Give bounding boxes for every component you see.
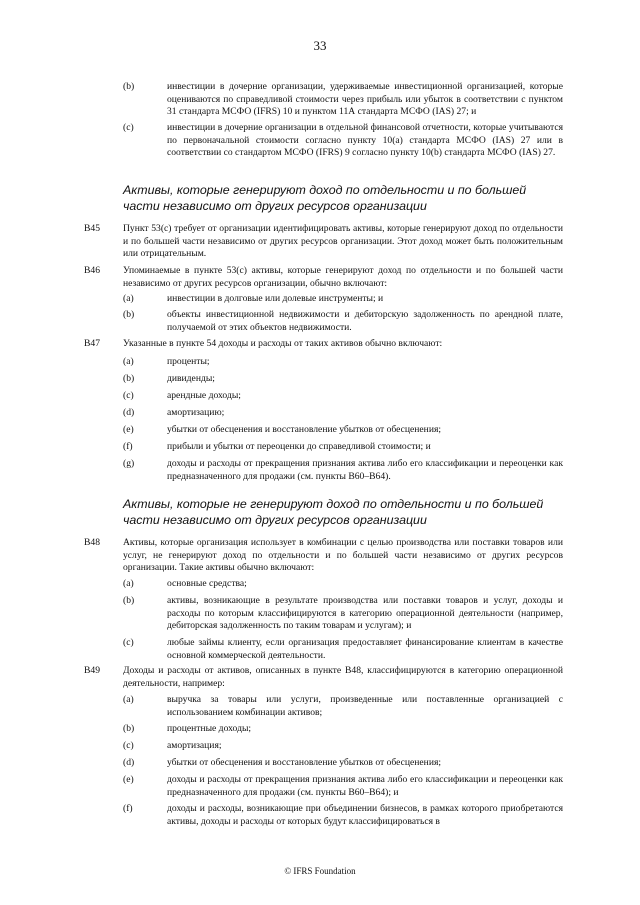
item-text: доходы и расходы от прекращения признания актива либо его классификации и переоценки как предназначенного для продажи (см. пункты B60–B64); и [167, 774, 563, 798]
paragraph-text: Пункт 53(c) требует от организации идентифицировать активы, которые генерируют доход по отдельности и по большей части независимо от других ресурсов организации. Этот доход может быть положительным или отрицательным. [123, 223, 563, 260]
item-text: основные средства; [167, 578, 247, 589]
item-label: (a) [123, 356, 134, 367]
page-number: 33 [313, 38, 327, 53]
item-label: (b) [123, 723, 135, 734]
item-text: инвестиции в долговые или долевые инструменты; и [167, 293, 384, 304]
section-heading: Активы, которые не генерируют доход по отдельности и по большей части независимо от других ресурсов организации [123, 497, 544, 527]
item-label: (f) [123, 441, 133, 452]
item-text: инвестиции в дочерние организации в отдельной финансовой отчетности, которые учитываются по первоначальной стоимости согласно пункту 10(a) стандарта МСФО (IAS) 27 или в соответствии со стандартом МСФО (IFRS) 9 согласно пункту 10(b) стандарта МСФО (IAS) 27. [167, 122, 563, 159]
paragraph-number: B49 [84, 665, 100, 676]
item-text: доходы и расходы, возникающие при объединении бизнесов, в рамках которого приобретаются активы, доходы и расходы от которых будут классифицироваться в [167, 803, 563, 827]
paragraph-number: B46 [84, 265, 100, 276]
paragraph-text: Упоминаемые в пункте 53(c) активы, которые генерируют доход по отдельности и по большей части независимо от других ресурсов организации, обычно включают: [123, 265, 563, 289]
item-label: (a) [123, 578, 134, 589]
paragraph-text: Указанные в пункте 54 доходы и расходы от таких активов обычно включают: [123, 338, 443, 349]
item-text: амортизация; [167, 740, 222, 751]
item-label: (c) [123, 122, 134, 133]
item-text: выручка за товары или услуги, произведенные или поставленные организацией с использованием комбинации активов; [167, 694, 563, 718]
item-label: (f) [123, 803, 133, 814]
item-label: (d) [123, 407, 135, 418]
item-text: дивиденды; [167, 373, 215, 384]
item-text: проценты; [167, 356, 210, 367]
item-text: доходы и расходы от прекращения признания актива либо его классификации и переоценки как предназначенного для продажи (см. пункты B60–B64). [167, 458, 563, 482]
item-text: прибыли и убытки от переоценки до справедливой стоимости; и [167, 441, 431, 452]
item-label: (a) [123, 293, 134, 304]
item-label: (b) [123, 373, 135, 384]
item-label: (a) [123, 694, 134, 705]
item-label: (b) [123, 595, 135, 606]
footer-copyright: © IFRS Foundation [284, 866, 356, 876]
paragraph-number: B45 [84, 223, 100, 234]
section-heading: Активы, которые генерируют доход по отдельности и по большей части независимо от других ресурсов организации [123, 183, 527, 213]
item-text: активы, возникающие в результате производства или поставки товаров и услуг, доходы и расходы по которым классифицируются в категорию операционной деятельности (например, дебиторская задолженность по таким товарам и услугам); и [167, 595, 563, 632]
item-text: убытки от обесценения и восстановление убытков от обесценения; [167, 424, 442, 435]
item-text: объекты инвестиционной недвижимости и дебиторскую задолженность по арендной плате, получаемой от этих объектов недвижимости. [167, 309, 563, 333]
item-label: (b) [123, 81, 135, 92]
paragraph-text: Доходы и расходы от активов, описанных в пункте B48, классифицируются в категорию операционной деятельности, например: [123, 665, 563, 689]
item-label: (c) [123, 390, 134, 401]
item-label: (g) [123, 458, 135, 469]
item-text: убытки от обесценения и восстановление убытков от обесценения; [167, 757, 442, 768]
paragraph-number: B47 [84, 338, 100, 349]
item-text: любые займы клиенту, если организация предоставляет финансирование клиентам в качестве основной коммерческой деятельности. [167, 637, 563, 661]
item-label: (c) [123, 740, 134, 751]
paragraph-number: B48 [84, 537, 100, 548]
paragraph-text: Активы, которые организация использует в комбинации с целью производства или поставки товаров или услуг, не генерируют доход по отдельности и по большей части независимо от других ресурсов организации. Такие активы обычно включают: [123, 537, 563, 574]
item-text: инвестиции в дочерние организации, удерживаемые инвестиционной организацией, которые оцениваются по справедливой стоимости через прибыль или убыток в соответствии с пунктом 31 стандарта МСФО (IFRS) 10 и пунктом 11А стандарта МСФО (IAS) 27; и [167, 81, 563, 118]
item-text: процентные доходы; [167, 723, 252, 734]
item-label: (b) [123, 309, 135, 320]
item-label: (e) [123, 424, 134, 435]
item-text: амортизацию; [167, 407, 225, 418]
item-label: (d) [123, 757, 135, 768]
item-text: арендные доходы; [167, 390, 241, 401]
item-label: (e) [123, 774, 134, 785]
item-label: (c) [123, 637, 134, 648]
